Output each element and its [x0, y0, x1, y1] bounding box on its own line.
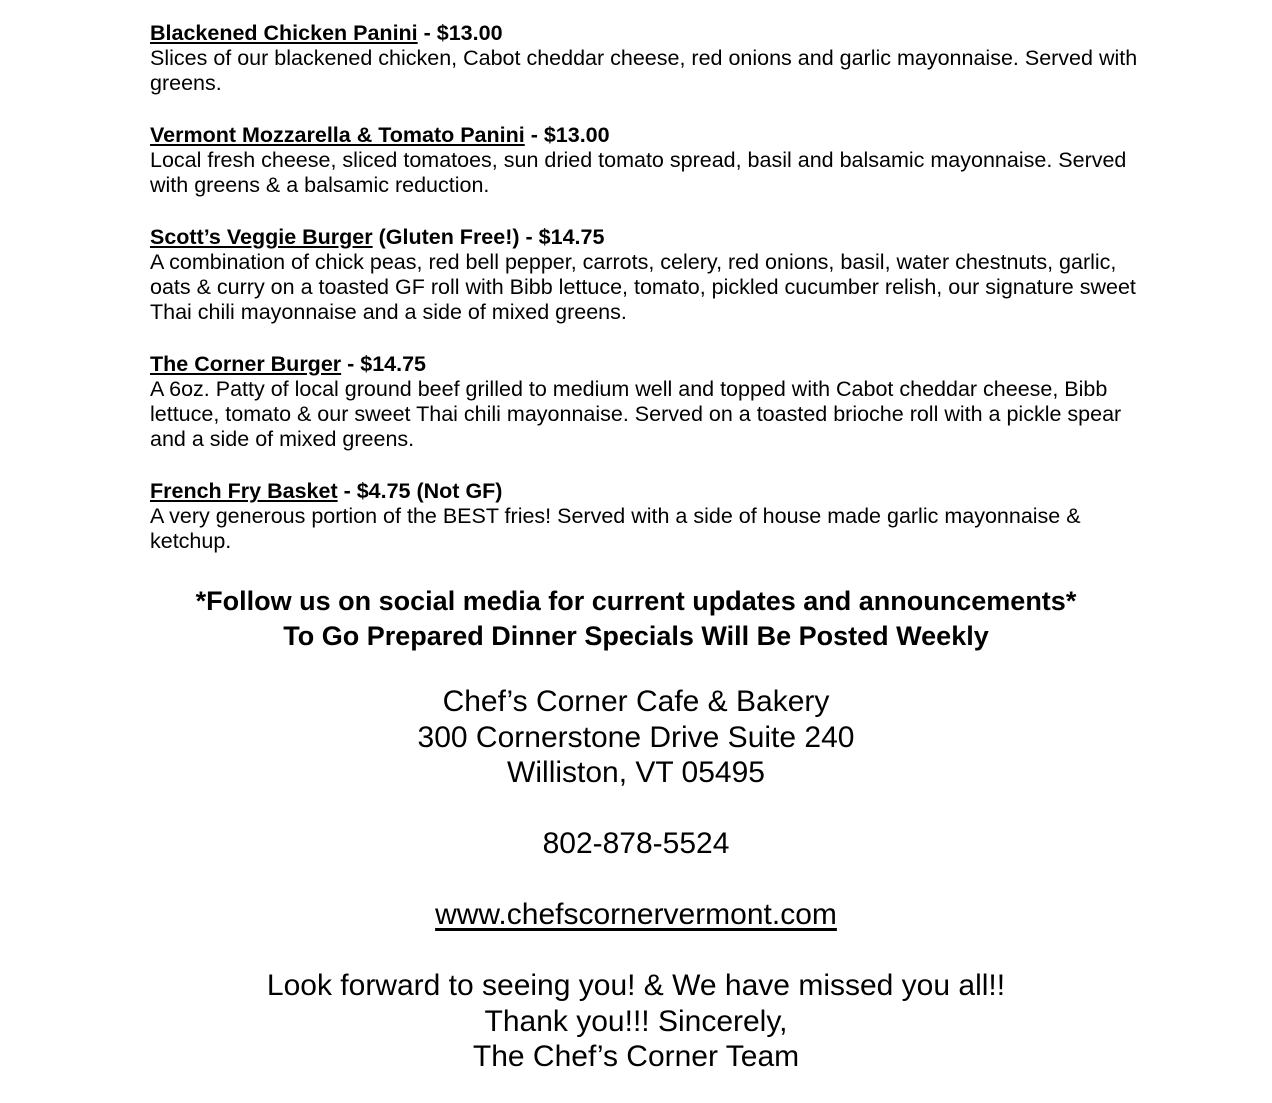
menu-item-price: - $13.00 — [417, 21, 503, 45]
menu-item-name: Scott’s Veggie Burger — [150, 225, 373, 249]
menu-item-name: Vermont Mozzarella & Tomato Panini — [150, 123, 525, 147]
menu-item-name: The Corner Burger — [150, 352, 342, 376]
menu-item-price: - $13.00 — [524, 123, 610, 147]
website-link[interactable]: www.chefscornervermont.com — [435, 898, 837, 931]
menu-item-mozzarella-tomato-panini — [150, 123, 1140, 198]
menu-item-corner-burger — [150, 352, 1140, 452]
menu-item-header — [150, 123, 1140, 148]
spacer — [0, 933, 1272, 969]
address-line-2: Williston, VT 05495 — [507, 756, 765, 789]
announcements — [0, 584, 1272, 654]
menu-item-description: A very generous portion of the BEST fries! Served with a side of house made garlic mayonnaise & ketchup. — [150, 504, 1081, 553]
menu-list — [150, 21, 1140, 581]
menu-item-header — [150, 21, 1140, 46]
dinner-specials-notice: To Go Prepared Dinner Specials Will Be Posted Weekly — [283, 621, 989, 651]
menu-item-blackened-chicken-panini — [150, 21, 1140, 96]
menu-item-veggie-burger — [150, 225, 1140, 325]
menu-item-header — [150, 352, 1140, 377]
spacer — [0, 791, 1272, 827]
menu-item-description: Local fresh cheese, sliced tomatoes, sun dried tomato spread, basil and balsamic mayonnaise. Served with greens & a balsamic reduction. — [150, 148, 1127, 197]
menu-item-name: French Fry Basket — [150, 479, 338, 503]
menu-item-description: A 6oz. Patty of local ground beef grilled to medium well and topped with Cabot cheddar cheese, Bibb lettuce, tomato & our sweet Thai chili mayonnaise. Served on a toasted brioche roll with a pickle spear and a side of mixed greens. — [150, 377, 1122, 451]
menu-item-header — [150, 479, 1140, 504]
business-name: Chef’s Corner Cafe & Bakery — [442, 685, 830, 718]
contact-section — [0, 684, 1272, 1075]
phone-number: 802-878-5524 — [542, 827, 730, 860]
closing-line-2: Thank you!!! Sincerely, — [484, 1004, 788, 1038]
closing-line-1: Look forward to seeing you! & We have missed you all!! — [266, 969, 1006, 1002]
menu-item-description: Slices of our blackened chicken, Cabot cheddar cheese, red onions and garlic mayonnaise. Served with greens. — [150, 46, 1138, 95]
menu-item-price: - $4.75 (Not GF) — [337, 479, 503, 503]
closing-signature: The Chef’s Corner Team — [472, 1040, 800, 1073]
menu-item-description: A combination of chick peas, red bell pepper, carrots, celery, red onions, basil, water chestnuts, garlic, oats & curry on a toasted GF roll with Bibb lettuce, tomato, pickled cucumber relish, our signature sweet Thai chili mayonnaise and a side of mixed greens. — [150, 250, 1136, 324]
menu-item-name: Blackened Chicken Panini — [150, 21, 418, 45]
social-media-notice: *Follow us on social media for current updates and announcements* — [195, 586, 1077, 616]
spacer — [0, 862, 1272, 898]
menu-item-header — [150, 225, 1140, 250]
address-line-1: 300 Cornerstone Drive Suite 240 — [417, 720, 855, 754]
menu-item-french-fry-basket — [150, 479, 1140, 554]
menu-item-price: (Gluten Free!) - $14.75 — [372, 225, 605, 249]
menu-item-price: - $14.75 — [341, 352, 427, 376]
